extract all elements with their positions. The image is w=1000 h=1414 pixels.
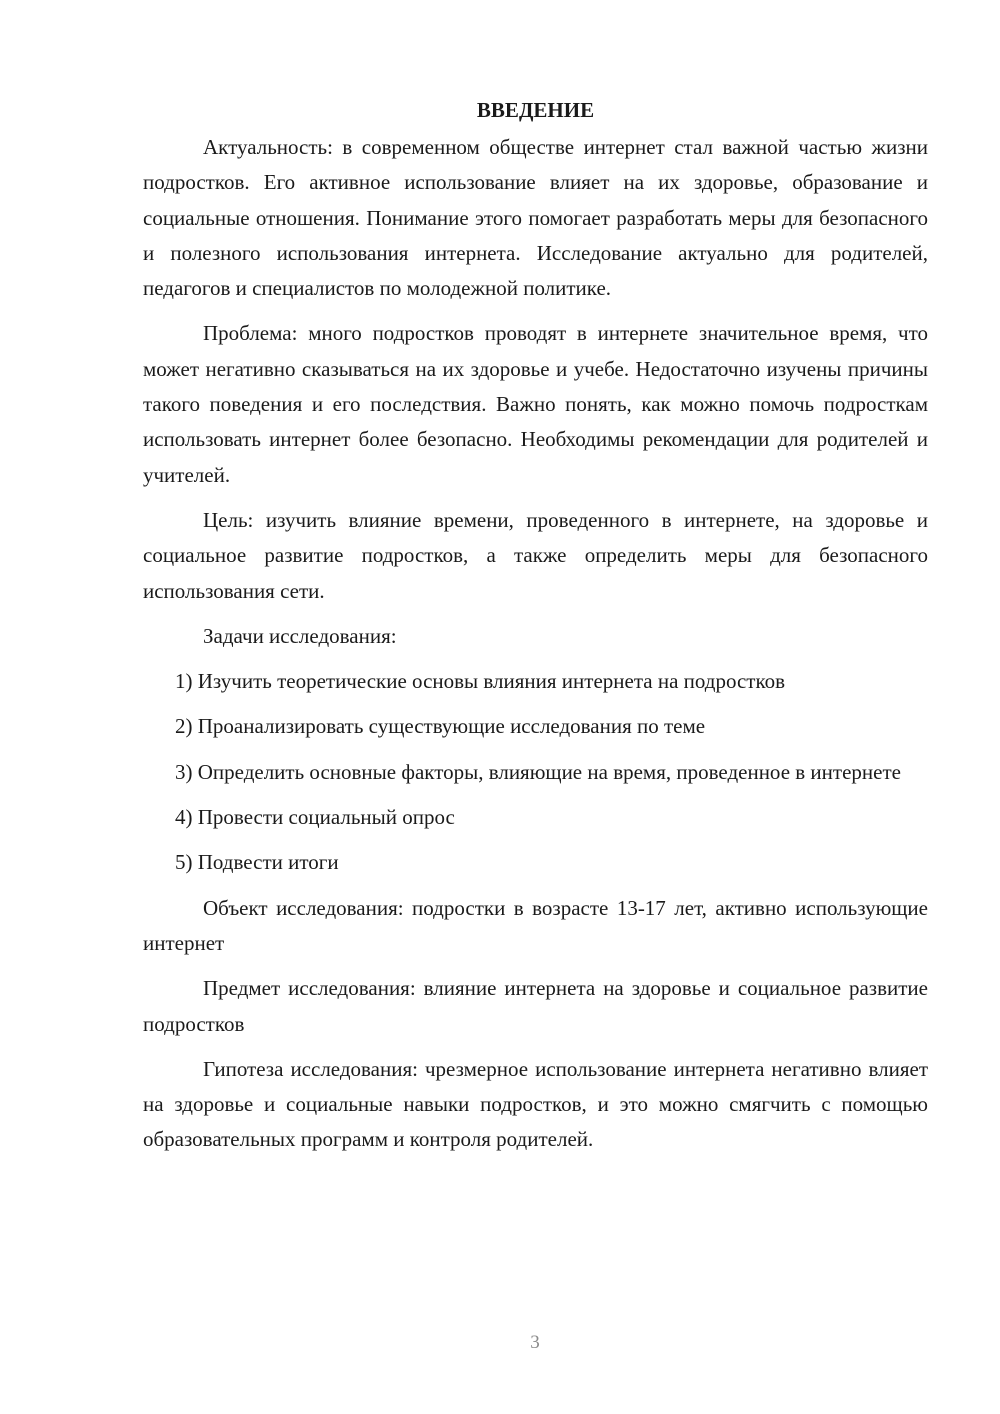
section-heading: ВВЕДЕНИЕ [476,98,595,122]
task-item: 2) Проанализировать существующие исследования по теме [175,714,706,739]
tasks-list [143,664,928,880]
object-paragraph: Объект исследования: подростки в возрасте 13-17 лет, активно использующие интернет [143,895,928,955]
goal-paragraph: Цель: изучить влияние времени, проведенного в интернете, на здоровье и социальное развитие подростков, а также определить меры для безопасного использования сети. [143,507,928,603]
task-item: 3) Определить основные факторы, влияющие на время, проведенное в интернете [175,759,901,784]
subject-paragraph: Предмет исследования: влияние интернета на здоровье и социальное развитие подростков [143,976,928,1036]
task-item: 1) Изучить теоретические основы влияния интернета на подростков [175,669,786,694]
task-item: 4) Провести социальный опрос [175,805,455,830]
tasks-title: Задачи исследования: [203,623,397,648]
page-number: 3 [530,1332,540,1353]
relevance-paragraph: Актуальность: в современном обществе интернет стал важной частью жизни подростков. Его активное использование влияет на их здоровье, образование и социальные отношения. Понимание этого помогает разработать меры для безопасного и полезного использования интернета. Исследование актуально для родителей, педагогов и специалистов по молодежной политике. [143,135,928,301]
document-page [143,93,928,1168]
task-item: 5) Подвести итоги [175,850,339,875]
hypothesis-paragraph: Гипотеза исследования: чрезмерное использование интернета негативно влияет на здоровье и социальные навыки подростков, и это можно смягчить с помощью образовательных программ и контроля родителей. [143,1056,928,1152]
problem-paragraph: Проблема: много подростков проводят в интернете значительное время, что может негативно сказываться на их здоровье и учебе. Недостаточно изучены причины такого поведения и его последствия. Важно понять, как можно помочь подросткам использовать интернет более безопасно. Необходимы рекомендации для родителей и учителей. [143,321,928,487]
